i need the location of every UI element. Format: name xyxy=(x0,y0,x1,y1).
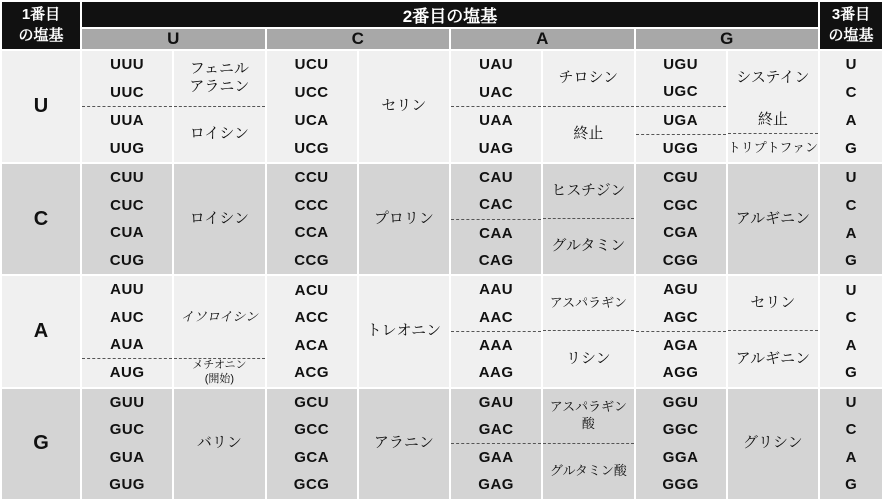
codon: AGA xyxy=(663,336,699,354)
amino-acid xyxy=(359,276,449,386)
codon-list xyxy=(635,275,727,387)
codon-list xyxy=(81,50,173,163)
codon: ACC xyxy=(294,309,329,327)
codon: GCU xyxy=(294,393,330,411)
amino-acid xyxy=(543,389,633,444)
third-base: G xyxy=(845,252,857,270)
amino-acid-name-line1: ロイシン xyxy=(189,125,249,143)
amino-acid xyxy=(174,276,264,359)
first-base-cell: U xyxy=(1,50,81,163)
amino-acid xyxy=(359,51,449,162)
amino-acid xyxy=(543,219,633,274)
codon: UAA xyxy=(479,112,514,130)
codon: GUG xyxy=(109,476,145,494)
amino-acid-list xyxy=(173,163,265,275)
codon: CCG xyxy=(294,251,330,269)
codon: UAG xyxy=(478,139,514,157)
table-header-row-top xyxy=(1,1,883,28)
third-base: A xyxy=(845,224,857,242)
codon: UGC xyxy=(636,78,726,106)
table-row xyxy=(1,50,883,163)
amino-acid-list xyxy=(173,275,265,387)
amino-acid-name-line1: メチオニン xyxy=(192,359,247,372)
amino-acid-name-line1: イソロイシン xyxy=(180,309,259,325)
codon-list xyxy=(81,275,173,387)
amino-acid-list xyxy=(358,50,450,163)
codon-list xyxy=(266,388,358,500)
codon-list xyxy=(266,275,358,387)
second-base-column-g: G xyxy=(635,28,820,50)
codon: AAU xyxy=(479,281,514,299)
codon: AUC xyxy=(110,308,145,326)
third-base: U xyxy=(845,56,857,74)
amino-acid-name-line1: トレオニン xyxy=(366,322,442,340)
first-base-header-line2: の塩基 xyxy=(18,26,64,44)
codon: GAU xyxy=(478,393,514,411)
codon: AAG xyxy=(478,364,514,382)
amino-acid xyxy=(174,389,264,499)
codon-list xyxy=(450,163,542,275)
amino-acid-name-line1: グルタミン酸 xyxy=(549,463,627,479)
codon: CAC xyxy=(451,191,541,219)
codon: CGG xyxy=(662,251,699,269)
codon: GGG xyxy=(662,476,699,494)
codon: AGG xyxy=(662,364,699,382)
amino-acid-name-line1: セリン xyxy=(381,97,427,115)
first-base-header-line1: 1番目 xyxy=(21,6,61,24)
codon: AUG xyxy=(109,364,145,382)
third-base: C xyxy=(845,197,857,214)
first-base-header xyxy=(1,1,81,50)
amino-acid xyxy=(728,389,818,499)
amino-acid xyxy=(728,107,818,135)
codon: ACU xyxy=(294,281,329,299)
amino-acid-name-line1: トリプトファン xyxy=(727,140,819,156)
codon: AUU xyxy=(110,281,145,299)
codon: AAA xyxy=(479,336,514,354)
amino-acid-list xyxy=(542,275,634,387)
amino-acid xyxy=(728,276,818,331)
codon: ACG xyxy=(294,364,330,382)
third-base-list xyxy=(819,388,883,500)
codon: GGA xyxy=(662,448,699,466)
codon: GCA xyxy=(294,448,330,466)
codon: GCC xyxy=(294,421,330,439)
codon: UCC xyxy=(294,84,329,102)
amino-acid-list xyxy=(542,163,634,275)
codon: UCG xyxy=(294,139,330,157)
third-base-list xyxy=(819,50,883,163)
codon: CAA xyxy=(479,224,514,242)
amino-acid-name-line1: アルギニン xyxy=(735,209,811,227)
amino-acid xyxy=(543,331,633,386)
codon: AGU xyxy=(663,281,699,299)
third-base-header xyxy=(819,1,883,50)
amino-acid-list xyxy=(727,50,819,163)
codon: GUC xyxy=(109,421,145,439)
third-base-list xyxy=(819,163,883,275)
codon: CUA xyxy=(110,224,145,242)
second-base-column-c: C xyxy=(266,28,451,50)
third-base: C xyxy=(845,309,857,327)
amino-acid xyxy=(728,134,818,162)
amino-acid-name-line1: アラニン xyxy=(373,434,434,452)
amino-acid xyxy=(728,51,818,107)
codon-list xyxy=(635,50,727,163)
amino-acid-name-line2: (開始) xyxy=(204,372,235,385)
amino-acid-name-line1: アスパラギン xyxy=(549,295,628,311)
third-base: G xyxy=(845,364,857,382)
codon: GUA xyxy=(109,448,145,466)
amino-acid-name-line1: チロシン xyxy=(558,68,619,86)
codon-list xyxy=(450,50,542,163)
codon: CCC xyxy=(294,196,329,214)
codon: UUA xyxy=(110,112,145,130)
third-base-list xyxy=(819,275,883,387)
amino-acid xyxy=(174,164,264,274)
table-header-row-second-bases xyxy=(1,28,883,50)
amino-acid-name-line2: アラニン xyxy=(189,78,250,96)
amino-acid-list xyxy=(358,275,450,387)
codon: AAC xyxy=(451,304,541,332)
codon: CUC xyxy=(110,196,145,214)
amino-acid xyxy=(543,276,633,331)
codon: UCA xyxy=(294,111,329,129)
amino-acid-list xyxy=(173,50,265,163)
codon: UUU xyxy=(110,56,145,74)
amino-acid-list xyxy=(358,388,450,500)
codon-list xyxy=(450,388,542,500)
codon: UGG xyxy=(662,139,699,157)
third-base: A xyxy=(845,448,857,466)
amino-acid-name-line1: プロリン xyxy=(373,209,434,227)
codon: AGC xyxy=(636,304,726,332)
amino-acid-name-line1: セリン xyxy=(750,294,796,312)
amino-acid-name-line1: システイン xyxy=(736,69,810,87)
third-base-header-line1: 3番目 xyxy=(831,6,871,24)
amino-acid xyxy=(728,331,818,386)
codon-list xyxy=(450,275,542,387)
codon: GUU xyxy=(109,393,145,411)
second-base-column-a: A xyxy=(450,28,635,50)
codon: GGC xyxy=(662,421,699,439)
codon: UAC xyxy=(451,79,541,107)
codon: CCU xyxy=(294,169,329,187)
second-base-header: 2番目の塩基 xyxy=(81,1,819,28)
codon: ACA xyxy=(294,336,329,354)
amino-acid-list xyxy=(358,163,450,275)
third-base: U xyxy=(845,169,857,187)
third-base: C xyxy=(845,421,857,439)
codon-list xyxy=(635,163,727,275)
codon: GGU xyxy=(662,393,699,411)
amino-acid-name-line1: アスパラギン酸 xyxy=(549,399,628,431)
first-base-cell: A xyxy=(1,275,81,387)
third-base-header-line2: の塩基 xyxy=(828,26,874,44)
amino-acid xyxy=(359,164,449,274)
codon: CAG xyxy=(478,252,514,270)
codon: UCU xyxy=(294,56,329,74)
third-base: C xyxy=(845,84,857,102)
codon-list xyxy=(266,163,358,275)
amino-acid xyxy=(174,359,264,387)
amino-acid-list xyxy=(727,388,819,500)
amino-acid xyxy=(543,164,633,219)
amino-acid-name-line1: ロイシン xyxy=(189,209,249,227)
amino-acid-name-line1: フェニル xyxy=(189,59,249,77)
codon-list xyxy=(266,50,358,163)
table-row xyxy=(1,388,883,500)
codon: UUG xyxy=(109,139,145,157)
amino-acid-list xyxy=(727,275,819,387)
codon: CGC xyxy=(663,196,699,214)
codon: UUC xyxy=(82,79,172,107)
amino-acid xyxy=(174,51,264,107)
codon: GCG xyxy=(293,476,330,494)
codon: UAU xyxy=(479,56,514,74)
amino-acid-name-line1: アルギニン xyxy=(735,349,811,367)
amino-acid-list xyxy=(727,163,819,275)
amino-acid xyxy=(543,444,633,499)
amino-acid xyxy=(359,389,449,499)
table-row xyxy=(1,163,883,275)
amino-acid-list xyxy=(542,388,634,500)
amino-acid-name-line1: グリシン xyxy=(743,434,803,452)
third-base: U xyxy=(845,281,857,299)
amino-acid-list xyxy=(542,50,634,163)
third-base: A xyxy=(845,111,857,129)
codon: UGA xyxy=(636,107,726,135)
second-base-column-u: U xyxy=(81,28,266,50)
amino-acid-name-line1: グルタミン xyxy=(551,237,626,255)
codon: UGU xyxy=(663,56,699,73)
first-base-cell: G xyxy=(1,388,81,500)
codon: CGU xyxy=(663,169,699,187)
first-base-cell: C xyxy=(1,163,81,275)
amino-acid-list xyxy=(173,388,265,500)
codon: CAU xyxy=(479,169,514,187)
codon-list xyxy=(635,388,727,500)
amino-acid-name-line1: リシン xyxy=(566,349,611,367)
codon: GAG xyxy=(478,476,514,494)
codon-list xyxy=(81,388,173,500)
codon: AUA xyxy=(82,331,172,359)
codon: GAC xyxy=(451,416,541,444)
amino-acid-name-line1: 終止 xyxy=(757,110,788,128)
amino-acid xyxy=(728,164,818,274)
codon: CUG xyxy=(109,251,145,269)
codon-list xyxy=(81,163,173,275)
amino-acid-name-line1: ヒスチジン xyxy=(551,181,626,199)
table-row xyxy=(1,275,883,387)
third-base: U xyxy=(845,393,857,411)
amino-acid-name-line1: バリン xyxy=(196,434,242,452)
third-base: G xyxy=(845,139,857,157)
amino-acid-name-line1: 終止 xyxy=(573,125,604,143)
amino-acid xyxy=(543,107,633,163)
third-base: A xyxy=(845,336,857,354)
codon: CUU xyxy=(110,169,145,187)
third-base: G xyxy=(845,476,857,494)
amino-acid xyxy=(174,107,264,163)
codon: CGA xyxy=(663,224,699,242)
codon: GAA xyxy=(478,449,514,467)
amino-acid xyxy=(543,51,633,107)
codon: CCA xyxy=(294,224,329,242)
